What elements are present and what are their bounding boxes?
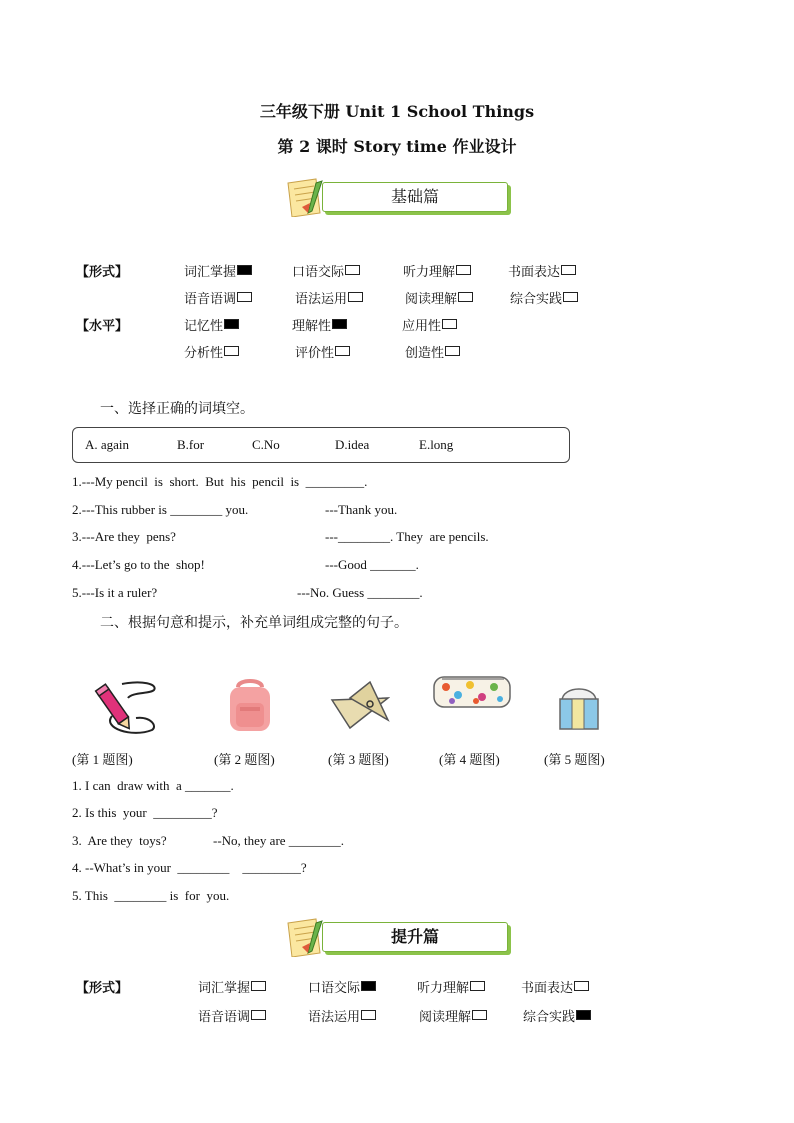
form-option-vocab: 词汇掌握	[184, 261, 252, 280]
level-option-evaluation: 评价性	[295, 342, 350, 361]
checkbox[interactable]	[563, 292, 578, 302]
form-option-writing: 书面表达	[508, 261, 576, 280]
choice-e: E.long	[419, 437, 454, 452]
adv-form-option-vocab: 词汇掌握	[198, 977, 266, 996]
adv-form-option-grammar: 语法运用	[308, 1006, 376, 1025]
s2-question-2: 2. Is this your _________?	[72, 805, 218, 820]
s1-question-1: 1.---My pencil is short. But his pencil is _________.	[72, 474, 368, 489]
checkbox-checked[interactable]	[332, 319, 347, 329]
s2-question-3: 3. Are they toys?	[72, 833, 167, 848]
choice-c: C.No	[252, 437, 280, 452]
form-option-speaking: 口语交际	[292, 261, 360, 280]
form-option-listening: 听力理解	[403, 261, 471, 280]
banner-advanced-label: 提升篇	[322, 922, 508, 952]
adv-form-option-speaking: 口语交际	[308, 977, 376, 996]
banner-advanced	[286, 917, 514, 957]
checkbox[interactable]	[561, 265, 576, 275]
notepad-pencil-icon	[286, 917, 326, 957]
s1-answer-5: ---No. Guess ________.	[297, 585, 423, 600]
adv-form-option-practice: 综合实践	[523, 1006, 591, 1025]
s1-question-5: 5.---Is it a ruler?	[72, 585, 158, 600]
s1-question-4: 4.---Let’s go to the shop!	[72, 557, 205, 572]
set-square-icon	[330, 680, 390, 730]
s2-question-4: 4. --What’s in your ________ _________?	[72, 860, 307, 875]
checkbox[interactable]	[574, 981, 589, 991]
adv-form-option-reading: 阅读理解	[419, 1006, 487, 1025]
caption-2: (第 2 题图)	[214, 752, 275, 767]
checkbox[interactable]	[251, 1010, 266, 1020]
form-option-phonetics: 语音语调	[184, 288, 252, 307]
checkbox[interactable]	[224, 346, 239, 356]
s2-question-1: 1. I can draw with a _______.	[72, 778, 234, 793]
checkbox-checked[interactable]	[576, 1010, 591, 1020]
banner-basic-label: 基础篇	[322, 182, 508, 212]
section2-heading: 二、根据句意和提示，补充单词组成完整的句子。	[100, 615, 408, 631]
checkbox-checked[interactable]	[237, 265, 252, 275]
checkbox[interactable]	[458, 292, 473, 302]
s1-answer-4: ---Good _______.	[325, 557, 419, 572]
level-option-creation: 创造性	[405, 342, 460, 361]
choice-b: B.for	[177, 437, 205, 452]
level-option-analysis: 分析性	[184, 342, 239, 361]
checkbox-checked[interactable]	[361, 981, 376, 991]
checkbox[interactable]	[442, 319, 457, 329]
checkbox[interactable]	[361, 1010, 376, 1020]
form-option-practice: 综合实践	[510, 288, 578, 307]
banner-basic	[286, 177, 514, 217]
s2-question-5: 5. This ________ is for you.	[72, 888, 230, 903]
checkbox[interactable]	[472, 1010, 487, 1020]
schoolbag-icon	[222, 677, 278, 733]
choice-box	[72, 427, 570, 463]
checkbox-checked[interactable]	[224, 319, 239, 329]
checkbox[interactable]	[237, 292, 252, 302]
caption-3: (第 3 题图)	[328, 752, 389, 767]
choice-a: A. again	[85, 437, 130, 452]
checkbox[interactable]	[470, 981, 485, 991]
caption-5: (第 5 题图)	[544, 752, 605, 767]
checkbox[interactable]	[345, 265, 360, 275]
level-option-understanding: 理解性	[292, 315, 347, 334]
adv-form-option-writing: 书面表达	[521, 977, 589, 996]
level-option-memory: 记忆性	[184, 315, 239, 334]
form-label-advanced: 【形式】	[76, 981, 129, 996]
rubber-icon	[556, 681, 602, 731]
checkbox[interactable]	[251, 981, 266, 991]
form-option-reading: 阅读理解	[405, 288, 473, 307]
s1-answer-2: ---Thank you.	[325, 502, 398, 517]
checkbox[interactable]	[348, 292, 363, 302]
form-option-grammar: 语法运用	[295, 288, 363, 307]
checkbox[interactable]	[445, 346, 460, 356]
level-label: 【水平】	[76, 319, 129, 334]
page-subtitle: 第 2 课时 Story time 作业设计	[277, 137, 517, 156]
caption-1: (第 1 题图)	[72, 752, 133, 767]
s1-answer-3: ---________. They are pencils.	[325, 529, 489, 544]
level-option-application: 应用性	[402, 315, 457, 334]
s1-question-2: 2.---This rubber is ________ you.	[72, 502, 249, 517]
pencil-case-icon	[432, 673, 514, 713]
adv-form-option-phonetics: 语音语调	[198, 1006, 266, 1025]
pencil-icon	[92, 676, 162, 736]
section1-heading: 一、选择正确的词填空。	[100, 401, 254, 417]
form-label: 【形式】	[76, 265, 129, 280]
adv-form-option-listening: 听力理解	[417, 977, 485, 996]
page-title: 三年级下册 Unit 1 School Things	[259, 102, 535, 121]
s2-answer-3: --No, they are ________.	[213, 833, 345, 848]
caption-4: (第 4 题图)	[439, 752, 500, 767]
checkbox[interactable]	[456, 265, 471, 275]
checkbox[interactable]	[335, 346, 350, 356]
notepad-pencil-icon	[286, 177, 326, 217]
s1-question-3: 3.---Are they pens?	[72, 529, 176, 544]
choice-d: D.idea	[335, 437, 370, 452]
